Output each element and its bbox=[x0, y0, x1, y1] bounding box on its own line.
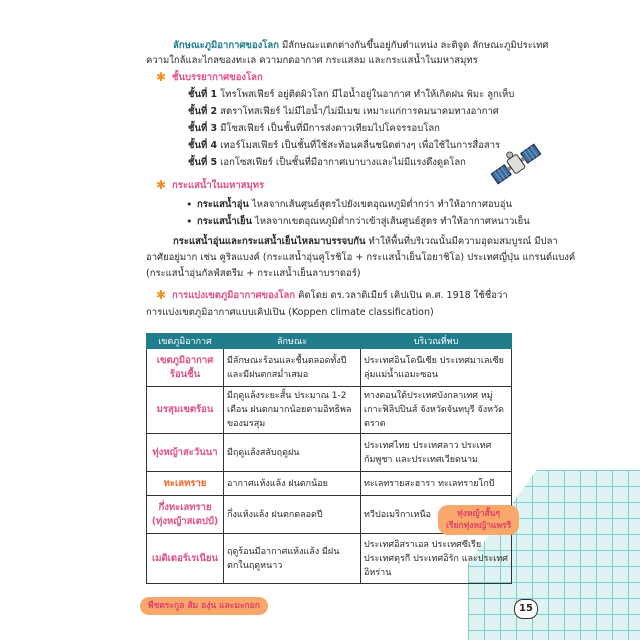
area-cell: ทวีปอเมริกาเหนือ bbox=[361, 496, 512, 534]
desc-cell: ฤดูร้อนมีอากาศแห้งแล้ง มีฝนตกในฤดูหนาว bbox=[224, 534, 361, 584]
zone-cell: กึ่งทะเลทราย (ทุ่งหญ้าสเตปป์) bbox=[147, 496, 224, 534]
table-row bbox=[147, 472, 512, 496]
fishery-line-2: อาศัยอยู่มาก เช่น คูริลแบงค์ (กระแสน้ำอุ่นคูโรชิโอ + กระแสน้ำเย็นโอยาชิโอ) ประเทศญี่ปุ่น แกรนด์แบงค์ bbox=[146, 252, 576, 263]
layer-item bbox=[188, 121, 440, 136]
column-header: บริเวณที่พบ bbox=[361, 334, 512, 349]
callout-text: ทุ่งหญ้าสั้นๆ bbox=[457, 509, 501, 519]
intro-line-2: ความใกล้และไกลของทะเล ความกดอากาศ กระแสลม และกระแสน้ำในมหาสมุทร bbox=[146, 55, 478, 66]
column-header: ลักษณะ bbox=[224, 334, 361, 349]
layer-text: มีโซสเฟียร์ เป็นชั้นที่มีการส่งดาวเทียมไปโคจรรอบโลก bbox=[220, 123, 440, 134]
satellite-icon bbox=[488, 136, 544, 192]
layer-label: ชั้นที่ 3 bbox=[188, 123, 218, 134]
warm-current-label: กระแสน้ำอุ่น bbox=[197, 199, 249, 210]
table-row bbox=[147, 434, 512, 472]
classification-text: คิดโดย ดร.วลาดิเมียร์ เคิปเปิน ค.ศ. 1918 ใช้ชื่อว่า bbox=[298, 290, 508, 301]
fishery-label: กระแสน้ำอุ่นและกระแสน้ำเย็นไหลมาบรรจบกัน bbox=[173, 236, 366, 247]
currents-heading: กระแสน้ำในมหาสมุทร bbox=[172, 180, 265, 191]
fishery-text: ทำให้พื้นที่บริเวณนั้นมีความอุดมสมบูรณ์ มีปลา bbox=[368, 236, 558, 247]
intro-line-1 bbox=[173, 38, 548, 53]
table-row bbox=[147, 534, 512, 584]
layer-item bbox=[188, 87, 514, 102]
bullet-dot: • bbox=[186, 215, 193, 228]
layer-label: ชั้นที่ 5 bbox=[188, 157, 218, 168]
area-cell: ประเทศไทย ประเทศลาว ประเทศกัมพูชา และประเทศเวียดนาม bbox=[361, 434, 512, 472]
area-cell: ทางตอนใต้ประเทศบังกลาเทศ หมู่เกาะฟิลิปปินส์ จังหวัดจันทบุรี จังหวัดตราด bbox=[361, 387, 512, 434]
layer-item bbox=[188, 104, 499, 119]
area-cell: ประเทศอินโดนีเซีย ประเทศมาเลเซีย ลุ่มแม่น้ำแอมะซอน bbox=[361, 349, 512, 387]
table-header-row bbox=[147, 334, 512, 349]
intro-text-1: มีลักษณะแตกต่างกันขึ้นอยู่กับตำแหน่ง ละติจูด ลักษณะภูมิประเทศ bbox=[281, 40, 549, 51]
zone-cell: ทุ่งหญ้าสะวันนา bbox=[147, 434, 224, 472]
intro-title: ลักษณะภูมิอากาศของโลก bbox=[173, 40, 279, 51]
layer-text: โทรโพสเฟียร์ อยู่ติดผิวโลก มีไอน้ำอยู่ในอากาศ ทำให้เกิดฝน พิมะ ลูกเห็บ bbox=[220, 89, 515, 100]
climate-table bbox=[146, 333, 512, 584]
zone-cell: เขตภูมิอากาศร้อนชื้น bbox=[147, 349, 224, 387]
classification-line-2: การแบ่งเขตภูมิอากาศแบบเคิปเปิน (Koppen climate classification) bbox=[146, 307, 434, 318]
warm-current bbox=[197, 197, 512, 212]
bullet-dot: • bbox=[186, 198, 193, 211]
desc-cell: มีลักษณะร้อนและชื้นตลอดทั้งปี และมีฝนตกสม่ำเสมอ bbox=[224, 349, 361, 387]
layer-item bbox=[188, 138, 500, 153]
mediterranean-callout: พืชตระกูล ส้ม องุ่น และมะกอก bbox=[140, 597, 268, 615]
star-bullet-icon: ✱ bbox=[156, 178, 167, 192]
desc-cell: มีฤดูแล้งระยะสั้น ประมาณ 1-2 เดือน ฝนตกมากน้อยตามอิทธิพลของมรสุม bbox=[224, 387, 361, 434]
layer-label: ชั้นที่ 2 bbox=[188, 106, 218, 117]
layer-text: เทอร์โมสเฟียร์ เป็นชั้นที่ใช้สะท้อนคลื่นชนิดต่างๆ เพื่อใช้ในการสื่อสาร bbox=[220, 140, 501, 151]
warm-current-text: ไหลจากเส้นศูนย์สูตรไปยังเขตอุณหภูมิต่ำกว่า ทำให้อากาศอบอุ่น bbox=[251, 199, 512, 210]
layer-item bbox=[188, 155, 466, 170]
callout-text: เรียกทุ่งหญ้าแพรรี bbox=[446, 521, 512, 531]
cold-current bbox=[197, 214, 530, 229]
layer-text: สตราโทสเฟียร์ ไม่มีไอน้ำ/ไม่มีเมฆ เหมาะแก่การคมนาคมทางอากาศ bbox=[220, 106, 499, 117]
table-row bbox=[147, 387, 512, 434]
column-header: เขตภูมิอากาศ bbox=[147, 334, 224, 349]
classification-line-1 bbox=[172, 288, 508, 303]
fishery-line-3: (กระแสน้ำอุ่นกัลฟ์สตรีม + กระแสน้ำเย็นลาบราดอร์) bbox=[146, 268, 361, 279]
desc-cell: อากาศแห้งแล้ง ฝนตกน้อย bbox=[224, 472, 361, 496]
area-cell: ทะเลทรายสะฮารา ทะเลทรายโกบี bbox=[361, 472, 512, 496]
zone-cell: มรสุมเขตร้อน bbox=[147, 387, 224, 434]
table-row bbox=[147, 349, 512, 387]
star-bullet-icon: ✱ bbox=[156, 70, 167, 84]
fishery-line-1 bbox=[173, 234, 558, 249]
classification-heading: การแบ่งเขตภูมิอากาศของโลก bbox=[172, 290, 296, 301]
layer-text: เอกโซสเฟียร์ เป็นชั้นที่มีอากาศเบาบางและไม่มีแรงดึงดูดโลก bbox=[220, 157, 466, 168]
layer-label: ชั้นที่ 4 bbox=[188, 140, 218, 151]
zone-cell: เมดิเตอร์เรเนียน bbox=[147, 534, 224, 584]
desc-cell: กึ่งแห้งแล้ง ฝนตกตลอดปี bbox=[224, 496, 361, 534]
layer-label: ชั้นที่ 1 bbox=[188, 89, 218, 100]
steppe-callout bbox=[438, 505, 519, 535]
cold-current-text: ไหลจากเขตอุณหภูมิต่ำกว่าเข้าสู่เส้นศูนย์สูตร ทำให้อากาศหนาวเย็น bbox=[255, 216, 530, 227]
zone-cell: ทะเลทราย bbox=[147, 472, 224, 496]
atmosphere-heading: ชั้นบรรยากาศของโลก bbox=[172, 72, 263, 83]
star-bullet-icon: ✱ bbox=[156, 288, 167, 302]
page-number: 15 bbox=[514, 599, 538, 619]
area-cell: ประเทศอิสราเอล ประเทศซีเรีย ประเทศตุรกี ประเทศอิรัก และประเทศอิหร่าน bbox=[361, 534, 512, 584]
desc-cell: มีฤดูแล้งสลับฤดูฝน bbox=[224, 434, 361, 472]
cold-current-label: กระแสน้ำเย็น bbox=[197, 216, 253, 227]
